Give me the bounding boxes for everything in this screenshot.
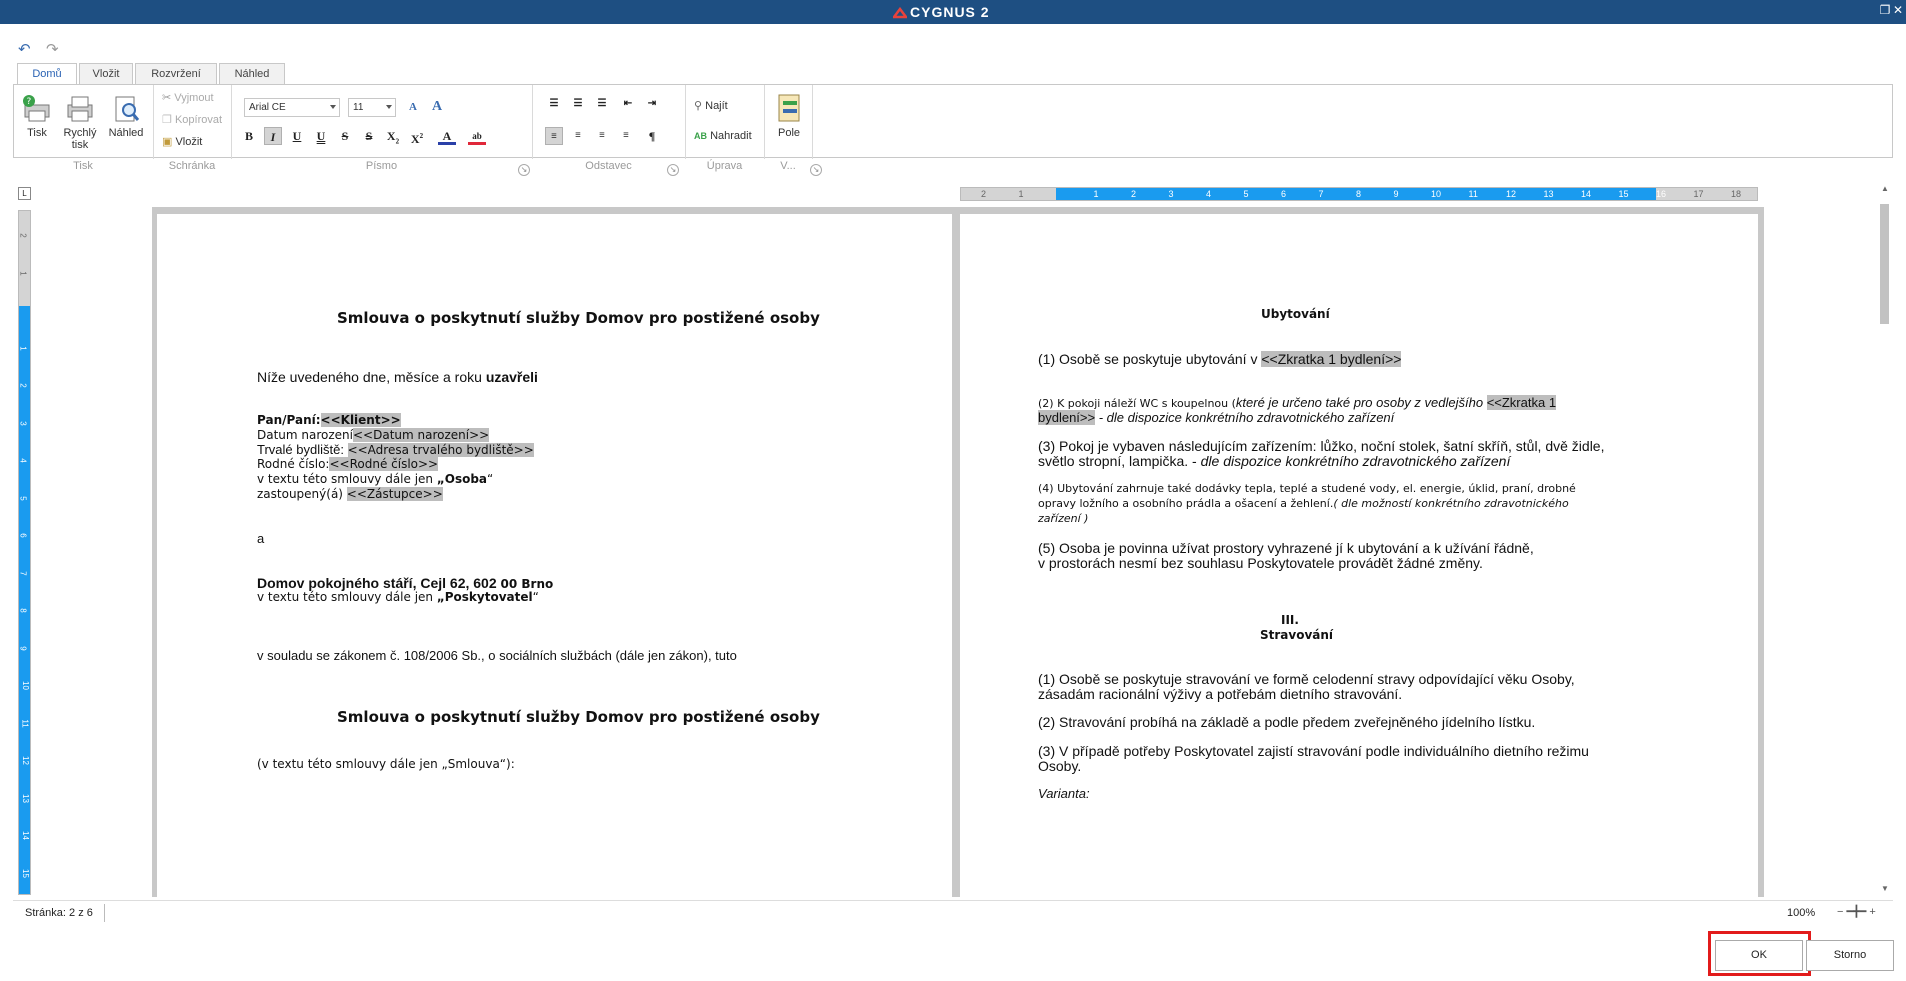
s-para2: (2) Stravování probíhá na základě a podle předem zveřejněného jídelního lístku.: [1038, 714, 1536, 730]
app-logo: [893, 4, 990, 20]
preview-button[interactable]: Náhled: [106, 93, 146, 139]
printer-icon: [21, 93, 53, 125]
section3-title: Stravování: [1260, 628, 1334, 642]
page1-title2: Smlouva o poskytnutí služby Domov pro postižené osoby: [337, 708, 820, 726]
ok-button[interactable]: OK: [1715, 940, 1803, 971]
s-para3-line1: (3) V případě potřeby Poskytovatel zajistí stravování podle individuálního dietního režimu: [1038, 743, 1589, 759]
p2-para3-line2: světlo stropní, lampička. - dle dispozice konkrétního zdravotnického zařízení: [1038, 453, 1511, 469]
v-dialog-launcher-icon[interactable]: ↘: [810, 164, 822, 176]
ruler-tick: 3: [1168, 189, 1174, 199]
italic-icon[interactable]: I: [264, 127, 282, 145]
paste-icon: ▣: [162, 136, 173, 148]
tab-domu[interactable]: Domů: [17, 63, 77, 85]
rc-line: Rodné číslo:<<Rodné číslo>>: [257, 457, 439, 471]
strikethrough-icon[interactable]: S: [341, 129, 349, 143]
quick-print-button[interactable]: Rychlý tisk: [62, 93, 98, 151]
replace-icon: AB: [694, 131, 707, 141]
binoculars-icon: ⚲: [694, 100, 703, 112]
tab-nahled[interactable]: Náhled: [219, 63, 285, 84]
p2-para4-line1: (4) Ubytování zahrnuje také dodávky tepla, teplé a studené vody, el. energie, úklid, praní, drobné: [1038, 482, 1576, 495]
font-color-icon[interactable]: A: [438, 127, 456, 145]
superscript-icon[interactable]: $X^2$: [410, 132, 424, 146]
horizontal-ruler[interactable]: [960, 187, 1758, 201]
restore-icon[interactable]: ❐: [1879, 3, 1891, 17]
group-schranka: [154, 85, 232, 159]
vertical-ruler[interactable]: [18, 210, 31, 895]
ruler-tick: 11: [1468, 189, 1478, 199]
cut-button[interactable]: ✂ Vyjmout: [162, 92, 214, 104]
ruler-tick: 14: [1581, 189, 1592, 199]
ruler-tick: 9: [1393, 189, 1399, 199]
ruler-tick: 5: [1243, 189, 1249, 199]
group-label-uprava: Úprava: [706, 160, 743, 172]
ruler-tick: 13: [1543, 189, 1554, 199]
vertical-scrollbar[interactable]: [1877, 182, 1893, 897]
cancel-button[interactable]: Storno: [1806, 940, 1894, 971]
p2-para4-line3: zařízení ): [1038, 512, 1089, 525]
provider-line: Domov pokojného stáří, Cejl 62, 602 00 Brno: [257, 575, 554, 591]
s-para1-line1: (1) Osobě se poskytuje stravování ve formě celodenní stravy odpovídající věku Osoby,: [1038, 671, 1575, 687]
rc-field: <<Rodné číslo>>: [329, 457, 439, 471]
variant-label: Varianta:: [1038, 786, 1090, 801]
ubytovani-heading: Ubytování: [1261, 307, 1330, 321]
addr-line: Trvalé bydliště: <<Adresa trvalého bydliště>>: [257, 442, 534, 457]
p2-para5-line2: v prostorách nesmí bez souhlasu Poskytovatele provádět žádné změny.: [1038, 555, 1483, 571]
ruler-tick: 1: [1093, 189, 1099, 199]
zoom-slider[interactable]: − ━╋━ +: [1837, 906, 1876, 918]
vruler-tick: 11: [20, 718, 30, 728]
font-size-combo[interactable]: 11: [348, 98, 396, 117]
ruler-tick: 2: [981, 189, 987, 199]
group-label-schranka: Schránka: [168, 160, 216, 172]
paragraph-dialog-launcher-icon[interactable]: ↘: [667, 164, 679, 176]
copy-icon: ❐: [162, 114, 172, 126]
client-field: <<Klient>>: [320, 413, 401, 427]
tab-stop-selector[interactable]: L: [18, 187, 31, 200]
title-bar: [0, 0, 1906, 24]
status-bar: [13, 900, 1893, 924]
vruler-tick: 8: [18, 608, 28, 613]
vruler-tick: 10: [20, 681, 30, 690]
smlouva-line: (v textu této smlouvy dále jen „Smlouva“):: [257, 757, 515, 771]
align-left-icon[interactable]: ≡: [545, 127, 563, 145]
p2-para4-line2: opravy ložního a osobního prádla a ošacení a žehlení.( dle možností konkrétního zdravotnického: [1038, 497, 1569, 510]
zoom-level: 100%: [1787, 907, 1816, 919]
redo-icon[interactable]: ↷: [46, 41, 59, 58]
replace-button[interactable]: AB Nahradit: [694, 130, 752, 142]
vruler-tick: 5: [18, 495, 28, 501]
cygnus-logo-icon: [893, 7, 907, 19]
scroll-down-icon[interactable]: ▼: [1881, 884, 1889, 893]
ruler-tick: 17: [1693, 189, 1704, 199]
s-para1-line2: zásadám racionální výživy a potřebám dietního stravování.: [1038, 686, 1403, 702]
group-label-odstavec: Odstavec: [585, 160, 632, 172]
vruler-active-area: [19, 306, 31, 895]
scissors-icon: ✂: [162, 92, 172, 104]
bullets-icon[interactable]: ☰: [549, 98, 559, 109]
ruler-tick: 6: [1281, 189, 1287, 199]
p2-para3-line1: (3) Pokoj je vybaven následujícím zařízením: lůžko, noční stolek, šatní skříň, stůl, dvě židle,: [1038, 438, 1605, 454]
ruler-tick: 4: [1206, 189, 1212, 199]
font-dialog-launcher-icon[interactable]: ↘: [518, 164, 530, 176]
app-title: CYGNUS 2: [910, 4, 990, 20]
copy-button[interactable]: ❐ Kopírovat: [162, 114, 223, 126]
vruler-tick: 13: [20, 793, 30, 803]
field-icon: [775, 93, 803, 125]
vruler-tick: 6: [18, 533, 28, 538]
scroll-thumb[interactable]: [1880, 204, 1889, 324]
p2-para2-line2: bydlení>> - dle dispozice konkrétního zdravotnického zařízení: [1038, 410, 1395, 425]
double-underline-icon[interactable]: U: [316, 129, 326, 143]
page-indicator: Stránka: 2 z 6: [25, 907, 93, 919]
page-1[interactable]: [157, 214, 952, 897]
dob-line: Datum narození<<Datum narození>>: [257, 428, 490, 442]
page1-title: Smlouva o poskytnutí služby Domov pro postižené osoby: [337, 309, 820, 327]
s-para3-line2: Osoby.: [1038, 758, 1082, 774]
group-tisk: [14, 85, 154, 159]
font-name-combo[interactable]: Arial CE: [244, 98, 340, 117]
scroll-up-icon[interactable]: ▲: [1881, 184, 1889, 193]
shrink-font-icon[interactable]: A: [431, 99, 443, 114]
zastupce-line: zastoupený(á) <<Zástupce>>: [257, 487, 443, 501]
double-strike-icon[interactable]: S: [365, 129, 373, 143]
group-label-tisk: Tisk: [73, 160, 93, 172]
subscript-icon[interactable]: $X_2$: [386, 129, 400, 146]
ruler-tick: 10: [1431, 189, 1442, 199]
vruler-tick: 15: [20, 868, 30, 878]
tab-rozvrzeni[interactable]: Rozvržení: [135, 63, 217, 84]
ruler-tick: 16: [1656, 189, 1667, 199]
increase-indent-icon[interactable]: ⇥: [647, 98, 657, 109]
vruler-tick: 9: [18, 645, 28, 651]
undo-icon[interactable]: ↶: [18, 41, 31, 58]
vruler-tick: 14: [20, 831, 30, 840]
quick-printer-icon: [64, 93, 96, 125]
dob-field: <<Datum narození>>: [353, 428, 490, 442]
justify-icon[interactable]: ≡: [623, 130, 629, 141]
decrease-indent-icon[interactable]: ⇤: [623, 98, 633, 109]
ruler-tick: 1: [1018, 189, 1024, 199]
group-label-pismo: Písmo: [365, 160, 398, 172]
vruler-tick: 2: [18, 233, 28, 238]
bold-icon[interactable]: B: [244, 129, 253, 143]
print-preview-icon: [110, 93, 142, 125]
provider-ref-line: v textu této smlouvy dále jen „Poskytovatel“: [257, 590, 539, 604]
bydleni-field: <<Zkratka 1 bydlení>>: [1261, 351, 1402, 367]
find-button[interactable]: ⚲ Najít: [694, 100, 728, 112]
field-button[interactable]: Pole: [771, 93, 807, 139]
and-line: a: [257, 531, 265, 546]
paste-button[interactable]: ▣ Vložit: [162, 136, 203, 148]
close-icon[interactable]: ✕: [1892, 3, 1904, 17]
group-pismo: [232, 85, 533, 159]
ruler-tick: 8: [1356, 189, 1362, 199]
page-2[interactable]: [960, 214, 1758, 897]
group-uprava: [686, 85, 765, 159]
p2-para5-line1: (5) Osoba je povinna užívat prostory vyhrazené jí k ubytování a k užívání řádně,: [1038, 540, 1534, 556]
intro-line: Níže uvedeného dne, měsíce a roku uzavřeli: [257, 369, 538, 385]
group-v: [765, 85, 813, 159]
ruler-tick: 15: [1618, 189, 1629, 199]
ruler-tick: 7: [1318, 189, 1324, 199]
pilcrow-icon[interactable]: ¶: [648, 129, 656, 143]
numbering-icon[interactable]: ☰: [573, 98, 583, 109]
ruler-tick: 18: [1731, 189, 1742, 199]
underline-icon[interactable]: U: [292, 129, 302, 143]
vruler-tick: 1: [18, 270, 28, 276]
vruler-tick: 12: [20, 756, 30, 765]
vruler-tick: 7: [18, 570, 28, 576]
vruler-tick: 4: [18, 458, 28, 463]
law-line: v souladu se zákonem č. 108/2006 Sb., o sociálních službách (dále jen zákon), tuto: [257, 648, 737, 663]
client-line: Pan/Paní:<<Klient>>: [257, 413, 401, 427]
zastupce-field: <<Zástupce>>: [346, 487, 443, 501]
vruler-tick: 3: [18, 420, 28, 426]
addr-field: <<Adresa trvalého bydliště>>: [347, 443, 534, 457]
multilevel-list-icon[interactable]: ☰: [597, 98, 607, 109]
ruler-tick: 2: [1131, 189, 1137, 199]
section3-number: III.: [1281, 613, 1299, 627]
group-odstavec: [533, 85, 686, 159]
page-canvas: [152, 207, 1764, 897]
p2-para2-line1: (2) K pokoji náleží WC s koupelnou (které je určeno také pro osoby z vedlejšího <<Zkratka 1: [1038, 395, 1557, 410]
p2-para1: (1) Osobě se poskytuje ubytování v <<Zkratka 1 bydlení>>: [1038, 351, 1402, 367]
print-button[interactable]: ? Tisk: [20, 93, 54, 139]
tab-vlozit[interactable]: Vložit: [79, 63, 133, 84]
align-right-icon[interactable]: ≡: [599, 130, 605, 141]
vruler-tick: 1: [18, 345, 28, 351]
align-center-icon[interactable]: ≡: [575, 130, 581, 141]
ruler-tick: 12: [1506, 189, 1517, 199]
vruler-tick: 2: [18, 383, 28, 388]
grow-font-icon[interactable]: A: [409, 101, 417, 113]
status-separator: [104, 904, 105, 922]
osoba-line: v textu této smlouvy dále jen „Osoba“: [257, 472, 494, 486]
svg-text:?: ?: [26, 97, 32, 107]
group-label-v: V...: [780, 160, 796, 172]
highlight-color-icon[interactable]: ab: [468, 127, 486, 145]
quick-access-toolbar: [18, 40, 74, 60]
ribbon: [13, 84, 1893, 158]
